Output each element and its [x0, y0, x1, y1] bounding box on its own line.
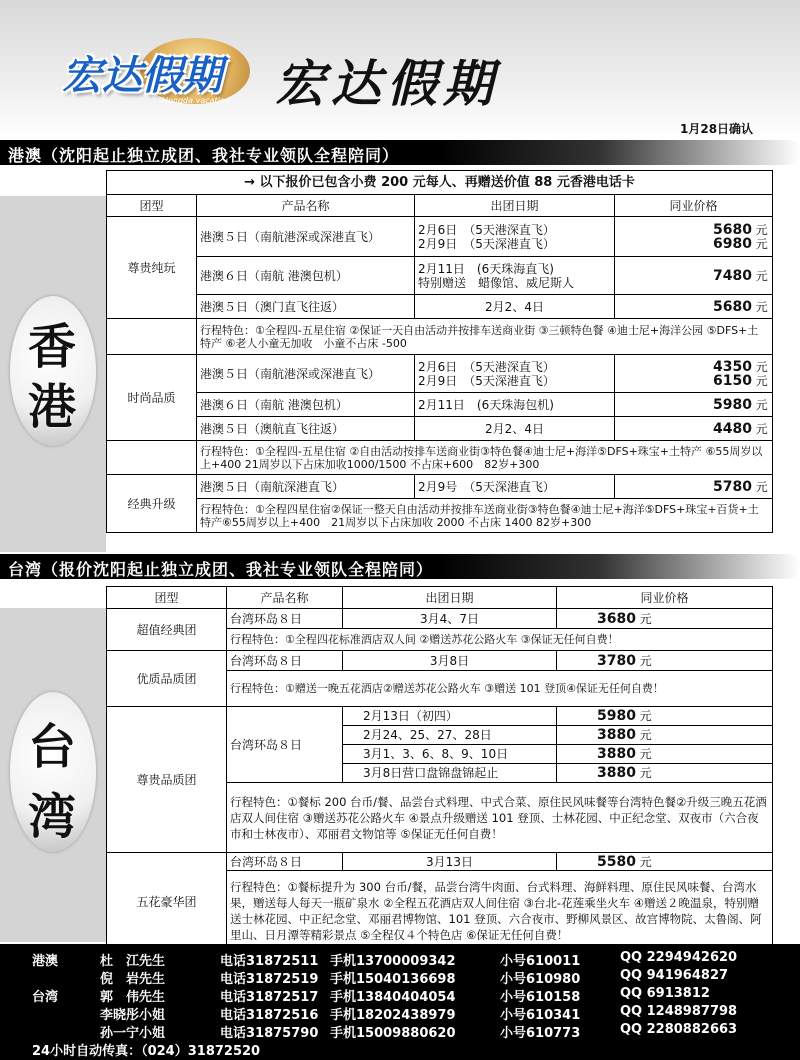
product-name: 港澳６日（南航 港澳包机） [197, 393, 415, 417]
table-header: 出团日期 [343, 587, 557, 609]
contact-row: 孙一宁小姐 电话31875790 手机15009880620 小号610773 QQ 2280882663 [100, 1022, 738, 1041]
departure-dates: 3月8日 [343, 651, 557, 671]
itinerary-note: 行程特色：①全程四-五星住宿 ②保证一天自由活动并按排车送商业街 ③三顿特色餐 ④迪士尼+海洋公园 ⑤DFS+土特产 ⑥老人小童无加收 小童不占床 -500 [197, 319, 773, 355]
contact-row: 台湾 郭 伟先生 电话31872517 手机13840404054 小号610158 QQ 6913812 [32, 986, 710, 1005]
itinerary-note: 行程特色：①全程四星住宿②保证一整天自由活动并按排车送商业街③特色餐④迪士尼+海洋⑤DFS+珠宝+百货+土特产⑥55周岁以上+400 21周岁以下占床加收 2000 不占床 1400 82岁+300 [197, 499, 773, 533]
group-name: 时尚品质 [107, 355, 197, 441]
departure-dates: 2月13日（初四） [343, 707, 557, 726]
contact-panel [0, 944, 800, 1060]
price: 5980 元 [615, 393, 773, 417]
table-header: 产品名称 [197, 195, 415, 217]
tw-price-table [106, 586, 773, 951]
table-header: 同业价格 [615, 195, 773, 217]
table-header: 出团日期 [415, 195, 615, 217]
departure-dates: 2月6日 （5天港深直飞） 2月9日 （5天深港直飞） [415, 217, 615, 257]
departure-dates: 2月2、4日 [415, 295, 615, 319]
itinerary-note: 行程特色：①全程四花标准酒店双人间 ②赠送苏花公路火车 ③保证无任何自费！ [227, 629, 773, 651]
departure-dates: 2月6日 （5天港深直飞） 2月9日 （5天深港直飞） [415, 355, 615, 393]
product-name: 港澳５日（南航深港直飞） [197, 475, 415, 499]
tw-region-tab [0, 608, 106, 942]
itinerary-note: 行程特色：①全程四-五星住宿 ②自由活动按排车送商业街③特色餐④迪士尼+海洋⑤DFS+珠宝+土特产 ⑥55周岁以上+400 21周岁以下占床加收1000/1500 不占床+600 82岁+300 [197, 441, 773, 475]
group-name: 五花豪华团 [107, 853, 227, 951]
departure-dates: 3月13日 [343, 853, 557, 871]
group-name: 尊贵品质团 [107, 707, 227, 853]
tw-region-char-1: 台 [28, 719, 77, 775]
product-name: 台湾环岛８日 [227, 651, 343, 671]
hk-section-bar [0, 140, 800, 165]
contact-row: 倪 岩先生 电话31872519 手机15040136698 小号610980 QQ 941964827 [100, 968, 729, 987]
price: 4480 元 [615, 417, 773, 441]
product-name: 台湾环岛８日 [227, 707, 343, 783]
price: 5680 元 6980 元 [615, 217, 773, 257]
price: 3680 元 [557, 609, 773, 629]
product-name: 港澳５日（澳门直飞往返） [197, 295, 415, 319]
product-name: 台湾环岛８日 [227, 609, 343, 629]
departure-dates: 2月2、4日 [415, 417, 615, 441]
departure-dates: 2月9号 （5天深港直飞） [415, 475, 615, 499]
departure-dates: 3月1、3、6、8、9、10日 [343, 745, 557, 764]
product-name: 港澳５日（澳航直飞往返） [197, 417, 415, 441]
tw-section-title: 台湾（报价沈阳起止独立成团、我社专业领队全程陪同） [8, 560, 434, 579]
group-name: 尊贵纯玩 [107, 217, 197, 319]
brand-logo [62, 36, 242, 106]
hk-region-tab [0, 196, 106, 552]
product-name: 台湾环岛８日 [227, 853, 343, 871]
product-name: 港澳５日（南航港深或深港直飞） [197, 217, 415, 257]
contact-row: 李晓彤小姐 电话31872516 手机18202438979 小号610341 QQ 1248987798 [100, 1004, 738, 1023]
confirm-date: 1月28日确认 [680, 122, 754, 136]
table-header: 产品名称 [227, 587, 343, 609]
contact-row: 港澳 杜 江先生 电话31872511 手机13700009342 小号610011 QQ 2294942620 [32, 950, 738, 969]
hk-region-char-2: 港 [28, 379, 77, 435]
table-header: 团型 [107, 587, 227, 609]
fax-line: 24小时自动传真：（024）31872520 [32, 1044, 261, 1059]
hk-price-table [106, 170, 773, 533]
group-name: 经典升级 [107, 475, 197, 533]
price: 7480 元 [615, 257, 773, 295]
brand-title: 宏达假期 [275, 54, 499, 113]
table-header: 同业价格 [557, 587, 773, 609]
price: 5780 元 [615, 475, 773, 499]
price: 5980 元 [557, 707, 773, 726]
group-name: 优质品质团 [107, 651, 227, 707]
departure-dates: 3月8日营口盘锦盘锦起止 [343, 764, 557, 783]
price: 5680 元 [615, 295, 773, 319]
product-name: 港澳５日（南航港深或深港直飞） [197, 355, 415, 393]
itinerary-note: 行程特色：①餐标 200 台币/餐、品尝台式料理、中式合菜、原住民风味餐等台湾特色餐②升级三晚五花酒店双人间住宿 ③赠送苏花公路火车 ④景点升级赠送 101 登顶、士林花园、中正纪念堂、双夜市（六合夜市和士林夜市）、邓丽君文物馆等 ⑤保证无任何自费！ [227, 783, 773, 853]
departure-dates: 3月4、7日 [343, 609, 557, 629]
tw-region-char-2: 湾 [28, 789, 77, 845]
price: 3880 元 [557, 745, 773, 764]
hk-section-title: 港澳（沈阳起止独立成团、我社专业领队全程陪同） [8, 146, 400, 165]
itinerary-note: 行程特色：①餐标提升为 300 台币/餐，品尝台湾牛肉面、台式料理、海鲜料理、原住民风味餐、台湾水果，赠送每人每天一瓶矿泉水 ②全程五花酒店双人间住宿 ③台北-花莲乘坐火车 ④赠送２晚温泉，特别赠送士林花园、中正纪念堂、邓丽君博物馆、101 登顶、六合夜市、野柳风景区、故宫博物院、太鲁阁、阿里山、日月潭等精彩景点 ⑤全程仅４个特色店 ⑥保证无任何自费！ [227, 871, 773, 951]
price: 3880 元 [557, 726, 773, 745]
product-name: 港澳６日（南航 港澳包机） [197, 257, 415, 295]
logo-subtext: Hongda vacation [162, 96, 230, 105]
price: 3880 元 [557, 764, 773, 783]
price: 4350 元 6150 元 [615, 355, 773, 393]
price: 3780 元 [557, 651, 773, 671]
departure-dates: 2月24、25、27、28日 [343, 726, 557, 745]
hk-region-char-1: 香 [28, 319, 77, 375]
departure-dates: 2月11日 (6天珠海直飞) 特别赠送 蜡像馆、威尼斯人 [415, 257, 615, 295]
price: 5580 元 [557, 853, 773, 871]
group-name: 超值经典团 [107, 609, 227, 651]
departure-dates: 2月11日 (6天珠海包机) [415, 393, 615, 417]
table-header: 团型 [107, 195, 197, 217]
hk-notice: → 以下报价已包含小费 200 元每人、再赠送价值 88 元香港电话卡 [107, 171, 773, 195]
tw-section-bar [0, 554, 800, 579]
logo-text: 宏达假期 [62, 53, 222, 99]
page-header [0, 0, 800, 140]
itinerary-note: 行程特色：①赠送一晚五花酒店②赠送苏花公路火车 ③赠送 101 登顶④保证无任何自费！ [227, 671, 773, 707]
